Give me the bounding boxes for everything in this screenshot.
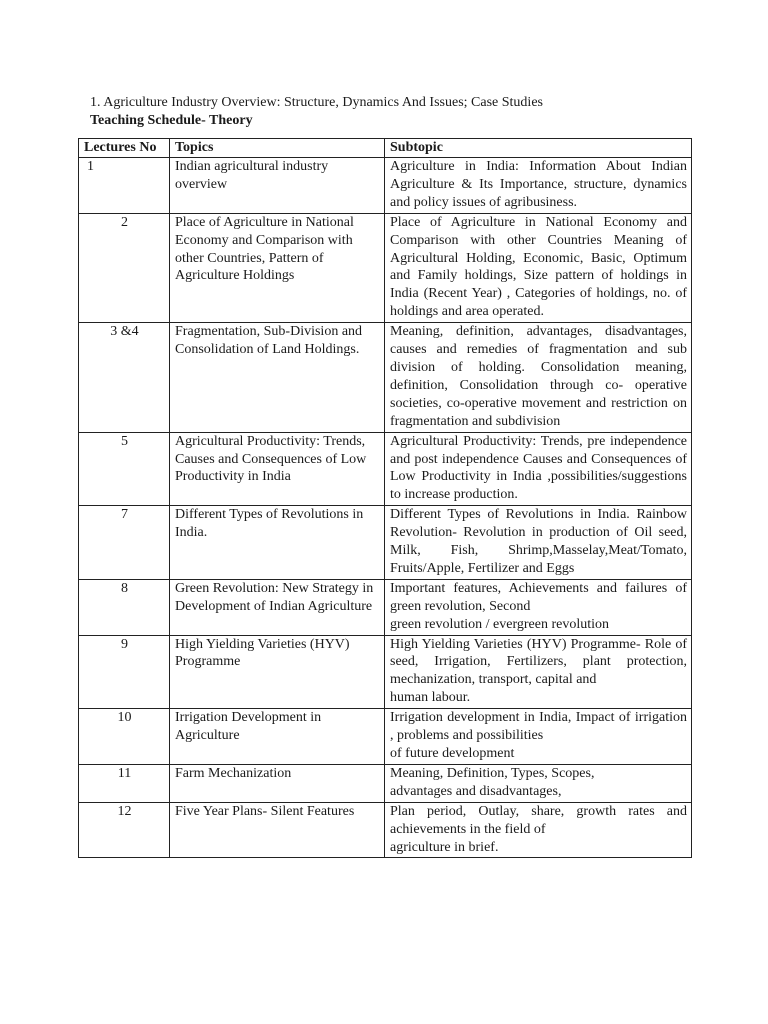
topic-cell: Agricultural Productivity: Trends, Causes and Consequences of Low Productivity in India bbox=[170, 432, 385, 506]
header-topics: Topics bbox=[170, 139, 385, 158]
subtopic-cell: Place of Agriculture in National Economy and Comparison with other Countries Meaning of Agricultural Holding, Economic, Basic, Optimum and Family holdings, Size pattern of holdings in India (Recent Year) , Categories of holdings, no. of holdings and area operated. bbox=[385, 213, 692, 322]
table-row bbox=[79, 764, 692, 802]
subtopic-line: Irrigation development in India, Impact of irrigation , problems and possibilities bbox=[390, 710, 687, 744]
subtopic-line: of future development bbox=[390, 746, 515, 761]
lecture-number: 2 bbox=[79, 213, 170, 322]
lecture-number: 7 bbox=[79, 506, 170, 580]
table-row bbox=[79, 213, 692, 322]
document-heading: 1. Agriculture Industry Overview: Structure, Dynamics And Issues; Case Studies bbox=[90, 95, 543, 110]
topic-cell: Fragmentation, Sub-Division and Consolidation of Land Holdings. bbox=[170, 323, 385, 432]
subtopic-line: human labour. bbox=[390, 690, 471, 706]
lecture-number: 3 &4 bbox=[79, 323, 170, 432]
subtopic-cell bbox=[385, 764, 692, 802]
table-row bbox=[79, 506, 692, 580]
lecture-number: 5 bbox=[79, 432, 170, 506]
topic-cell: Place of Agriculture in National Economy and Comparison with other Countries, Pattern of Agriculture Holdings bbox=[170, 213, 385, 322]
header-lectures-no: Lectures No bbox=[79, 139, 170, 158]
lecture-number: 11 bbox=[79, 764, 170, 802]
subtopic-line: advantages and disadvantages, bbox=[390, 783, 562, 799]
lecture-number: 1 bbox=[79, 158, 170, 214]
subtopic-cell: Different Types of Revolutions in India. Rainbow Revolution- Revolution in production of Oil seed, Milk, Fish, Shrimp,Masselay,Meat/Tomato, Fruits/Apple, Fertilizer and Eggs bbox=[385, 506, 692, 580]
topic-cell: Five Year Plans- Silent Features bbox=[170, 802, 385, 858]
lecture-number: 8 bbox=[79, 579, 170, 635]
subtopic-cell bbox=[385, 635, 692, 709]
subtopic-line: Meaning, Definition, Types, Scopes, bbox=[390, 765, 595, 781]
subtopic-line: Plan period, Outlay, share, growth rates and achievements in the field of bbox=[390, 803, 687, 837]
table-row bbox=[79, 432, 692, 506]
table-row bbox=[79, 579, 692, 635]
subtopic-line: High Yielding Varieties (HYV) Programme- Role of seed, Irrigation, Fertilizers, plant protection, mechanization, transport, capital and bbox=[390, 636, 687, 688]
topic-cell: Green Revolution: New Strategy in Development of Indian Agriculture bbox=[170, 579, 385, 635]
table-row bbox=[79, 158, 692, 214]
lecture-number: 9 bbox=[79, 635, 170, 709]
topic-cell: Different Types of Revolutions in India. bbox=[170, 506, 385, 580]
subtopic-cell bbox=[385, 709, 692, 765]
table-row bbox=[79, 635, 692, 709]
document-subheading: Teaching Schedule- Theory bbox=[90, 113, 253, 128]
lecture-number: 10 bbox=[79, 709, 170, 765]
subtopic-cell: Agriculture in India: Information About Indian Agriculture & Its Importance, structure, dynamics and policy issues of agribusiness. bbox=[385, 158, 692, 214]
header-subtopic: Subtopic bbox=[385, 139, 692, 158]
table-row bbox=[79, 709, 692, 765]
subtopic-cell bbox=[385, 579, 692, 635]
table-header-row bbox=[79, 139, 692, 158]
subtopic-line: green revolution / evergreen revolution bbox=[390, 616, 609, 632]
subtopic-line: agriculture in brief. bbox=[390, 839, 499, 855]
subtopic-line: Important features, Achievements and failures of green revolution, Second bbox=[390, 580, 687, 614]
subtopic-cell: Meaning, definition, advantages, disadvantages, causes and remedies of fragmentation and sub division of holding. Consolidation meaning, definition, Consolidation through co- operative societies, co-operative movement and restriction on fragmentation and subdivision bbox=[385, 323, 692, 432]
topic-cell: Indian agricultural industry overview bbox=[170, 158, 385, 214]
table-row bbox=[79, 802, 692, 858]
subtopic-cell bbox=[385, 802, 692, 858]
teaching-schedule-table bbox=[78, 138, 692, 858]
lecture-number: 12 bbox=[79, 802, 170, 858]
topic-cell: Irrigation Development in Agriculture bbox=[170, 709, 385, 765]
topic-cell: Farm Mechanization bbox=[170, 764, 385, 802]
subtopic-cell: Agricultural Productivity: Trends, pre independence and post independence Causes and Consequences of Low Productivity in India ,possibilities/suggestions to increase production. bbox=[385, 432, 692, 506]
topic-cell: High Yielding Varieties (HYV) Programme bbox=[170, 635, 385, 709]
table-row bbox=[79, 323, 692, 432]
